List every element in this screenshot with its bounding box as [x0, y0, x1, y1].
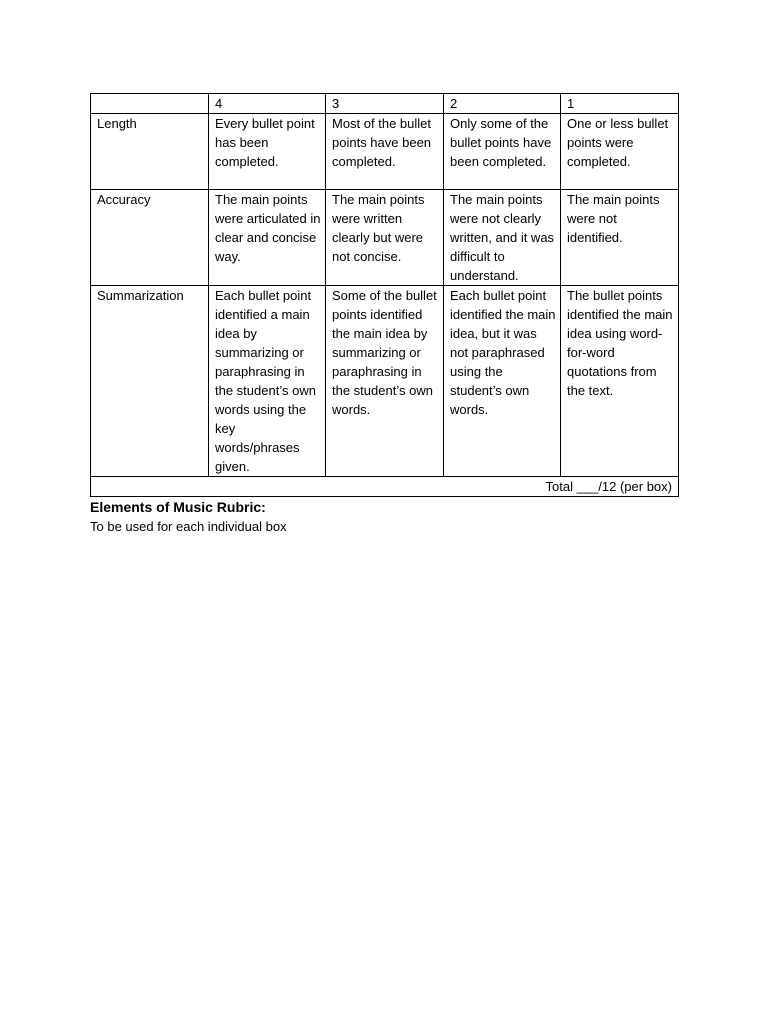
rubric-table: [90, 93, 679, 497]
descriptor-cell: Each bullet point identified a main idea by summarizing or paraphrasing in the student’s own words using the key words/phrases given.: [209, 286, 326, 477]
descriptor-cell: Some of the bullet points identified the main idea by summarizing or paraphrasing in the student’s own words.: [326, 286, 444, 477]
rubric-subtitle: To be used for each individual box: [90, 519, 287, 534]
rubric-row-length: [91, 114, 679, 190]
descriptor-cell: The main points were written clearly but were not concise.: [326, 190, 444, 286]
header-cell-score-4: 4: [209, 94, 326, 114]
rubric-total-row: [91, 477, 679, 497]
header-cell-blank: [91, 94, 209, 114]
descriptor-cell: Most of the bullet points have been completed.: [326, 114, 444, 190]
descriptor-cell: One or less bullet points were completed.: [561, 114, 679, 190]
criterion-label: Accuracy: [91, 190, 209, 286]
descriptor-cell: The main points were not identified.: [561, 190, 679, 286]
descriptor-cell: The bullet points identified the main idea using word-for-word quotations from the text.: [561, 286, 679, 477]
rubric-row-summarization: [91, 286, 679, 477]
descriptor-cell: The main points were articulated in clear and concise way.: [209, 190, 326, 286]
descriptor-cell: Each bullet point identified the main idea, but it was not paraphrased using the student’s own words.: [444, 286, 561, 477]
criterion-label: Length: [91, 114, 209, 190]
header-cell-score-3: 3: [326, 94, 444, 114]
descriptor-cell: Only some of the bullet points have been completed.: [444, 114, 561, 190]
descriptor-cell: Every bullet point has been completed.: [209, 114, 326, 190]
criterion-label: Summarization: [91, 286, 209, 477]
header-cell-score-1: 1: [561, 94, 679, 114]
total-cell: Total ___/12 (per box): [91, 477, 679, 497]
rubric-title: Elements of Music Rubric:: [90, 499, 266, 515]
header-cell-score-2: 2: [444, 94, 561, 114]
descriptor-cell: The main points were not clearly written, and it was difficult to understand.: [444, 190, 561, 286]
rubric-row-accuracy: [91, 190, 679, 286]
rubric-header-row: [91, 94, 679, 114]
